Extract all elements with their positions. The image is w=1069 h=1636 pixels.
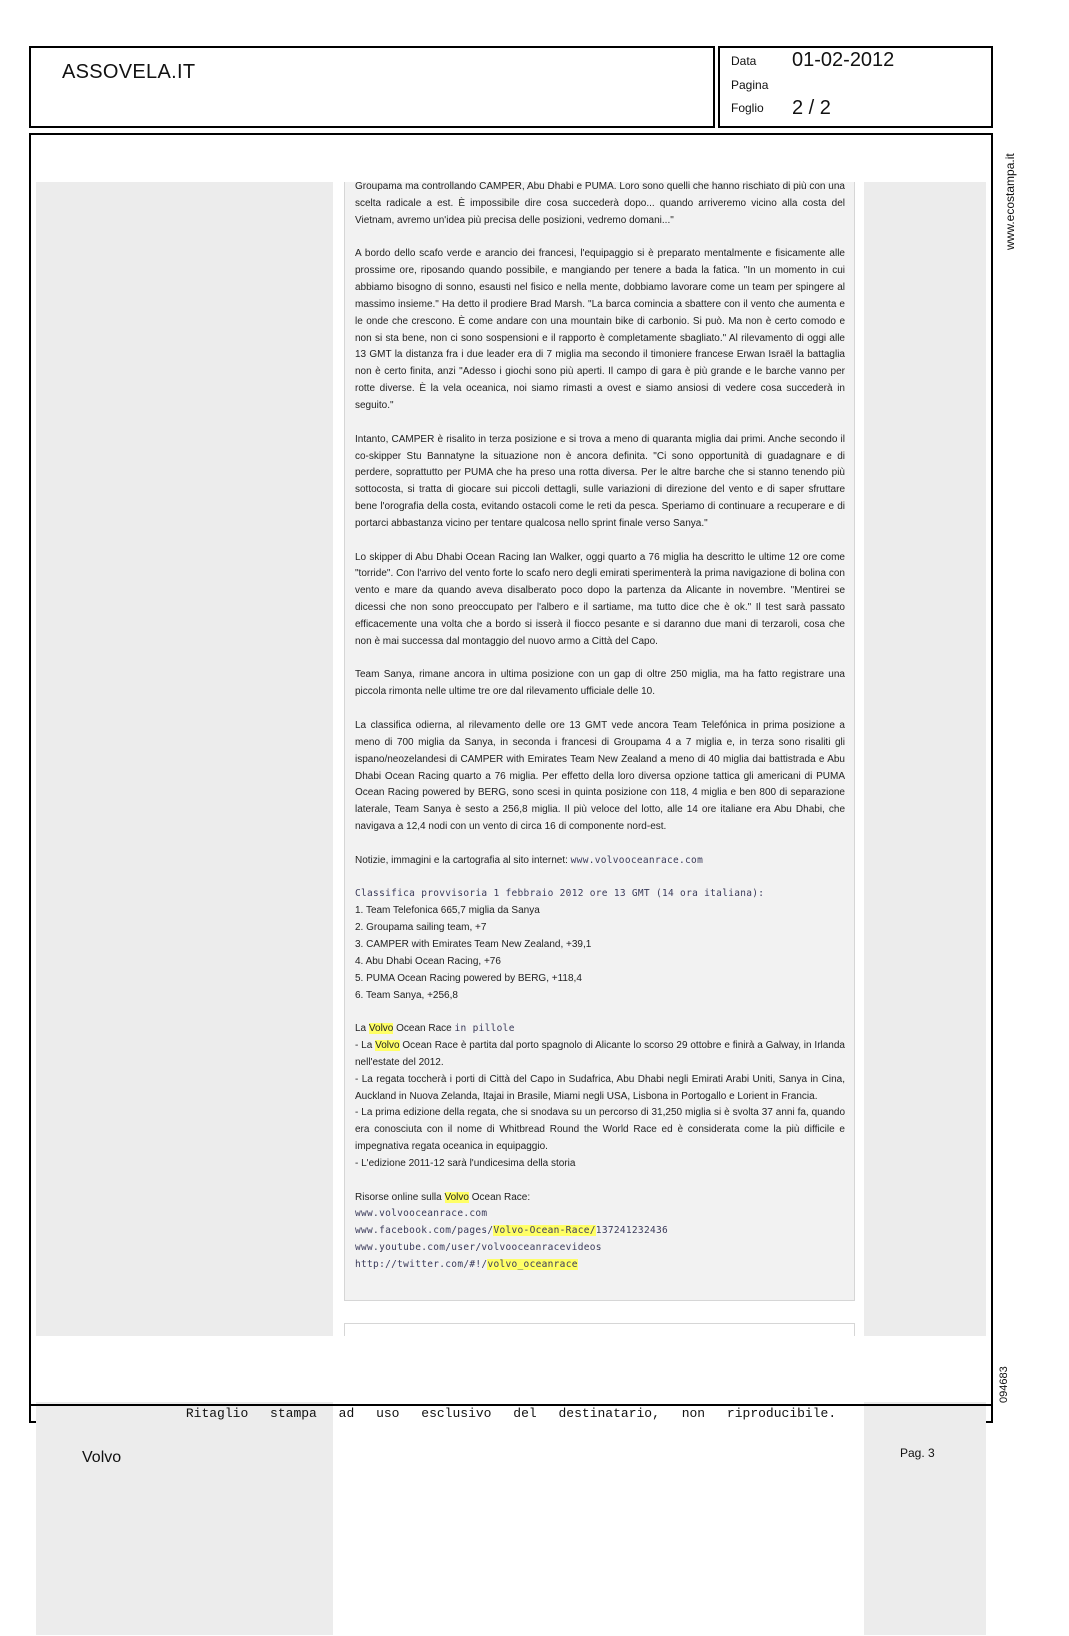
header-meta-box bbox=[718, 46, 993, 128]
resources-title: Risorse online sulla Volvo Ocean Race: bbox=[355, 1191, 531, 1203]
pill-bullet-3: - La prima edizione della regata, che si snodava su un percorso di 31,250 miglia si è svolta 37 anni fa, quando era conosciuta con il nome di Whitbread Round the World Race ed è considerata come la più difficile e impegnativa regata oceanica in equipaggio. bbox=[355, 1107, 845, 1153]
paragraph-1: Groupama ma controllando CAMPER, Abu Dhabi e PUMA. Loro sono quelli che hanno rischiato di più con una scelta radicale a est. È impossibile dire cosa succederà dopo... quando arriveremo vicino alla costa del Vietnam, avremo un'idea più precisa delle posizioni, vedremo domani..." bbox=[355, 181, 845, 226]
keyword-label: Volvo bbox=[82, 1449, 122, 1466]
resource-link-facebook[interactable]: www.facebook.com/pages/Volvo-Ocean-Race/137241232436 bbox=[355, 1225, 669, 1237]
standings-row: 1. Team Telefonica 665,7 miglia da Sanya bbox=[355, 905, 540, 917]
highlight-volvo: Volvo bbox=[368, 1023, 394, 1035]
paragraph-2: A bordo dello scafo verde e arancio dei francesi, l'equipaggio si è preparato mentalmente e fisicamente alle prossime ore, riposando quando possibile, e mangiando per tenere a bada la fatica. "In un momento in cui abbiamo bisogno di sonno, esausti nel fisico e nella mente, dobbiamo lavorare come un team per spingere al massimo insieme." Ha detto il prodiere Brad Marsh. "La barca comincia a sbattere con il vento che aumenta e le onde che crescono. È come andare con una mountain bike di carbonio. Si può. Ma non è certo comodo e non si sta bene, non ci sono sospensioni e il rapporto è completamente sbagliato." Al rilevamento di oggi alle 13 GMT la distanza fra i due leader era di 7 miglia ma secondo il timoniere francese Erwan Israël la battaglia non è certo finita, anzi "Adesso i giochi sono più aperti. Il campo di gara è più grande e le barche vanno per rotte diverse. È la vela oceanica, noi siamo rimasti a ovest e siamo ansiosi di vedere cosa succederà in seguito." bbox=[355, 248, 845, 411]
paragraph-7-text: Notizie, immagini e la cartografia al sito internet: bbox=[355, 854, 571, 866]
next-card bbox=[344, 1323, 855, 1337]
paragraph-6: La classifica odierna, al rilevamento delle ore 13 GMT vede ancora Team Telefónica in prima posizione a meno di 700 miglia da Sanya, in seconda i francesi di Groupama 4 a 7 miglia e, in terza sono risaliti gli ispano/neozelandesi di CAMPER with Emirates Team New Zealand a meno di 40 miglia dai battistrada e Abu Dhabi Ocean Racing quarto a 76 miglia. Per effetto della loro diversa opzione tattica gli americani di PUMA Ocean Racing powered by BERG, sono scesi in quinta posizione con 118, 4 miglia e ben 800 di separazione laterale, Team Sanya è sesto a 256,8 miglia. Il più veloce del lotto, alle 14 ore italiane era Abu Dhabi, che navigava a 12,4 nodi con un vento di circa 16 di componente nord-est. bbox=[355, 720, 845, 833]
standings-row: 5. PUMA Ocean Racing powered by BERG, +118,4 bbox=[355, 972, 582, 984]
pill-bullet-4: - L'edizione 2011-12 sarà l'undicesima della storia bbox=[355, 1157, 576, 1169]
pills-section bbox=[355, 1021, 845, 1173]
volvo-site-link[interactable]: www.volvooceanrace.com bbox=[570, 854, 704, 866]
header-site-box bbox=[29, 46, 715, 128]
clipping-disclaimer: Ritaglio stampa ad uso esclusivo del destinatario, non riproducibile. bbox=[185, 1406, 837, 1421]
resource-link-site[interactable]: www.volvooceanrace.com bbox=[355, 1208, 488, 1220]
paragraph-4: Lo skipper di Abu Dhabi Ocean Racing Ian Walker, oggi quarto a 76 miglia ha descritto le ultime 12 ore come "torride". Con l'arrivo del vento forte lo scafo nero degli emirati sperimenterà la prima navigazione di bolina con vento e mare da quando aveva disalberato poco dopo la partenza da Alicante in novembre. "Mentirei se dicessi che non sono preoccupato per l'albero e il sartiame, ma tutto dice che è ok." Il test sarà passato efficacemente una volta che a bordo si isserà il fiocco pesante e si daranno due mani di terzaroli, cosa che non è mai successa dal montaggio del nuovo armo a Città del Capo. bbox=[355, 551, 845, 647]
article-body bbox=[355, 179, 845, 1274]
foglio-label: Foglio bbox=[731, 101, 764, 115]
site-name: ASSOVELA.IT bbox=[62, 61, 196, 83]
highlight-volvo: Volvo bbox=[375, 1040, 400, 1052]
paragraph-7 bbox=[355, 853, 845, 870]
resource-link-twitter[interactable]: http://twitter.com/#!/volvo_oceanrace bbox=[355, 1259, 578, 1270]
page-number: Pag. 3 bbox=[900, 1446, 935, 1460]
resources-section bbox=[355, 1190, 845, 1274]
clip-bottom-area bbox=[31, 1336, 991, 1402]
standings-row: 6. Team Sanya, +256,8 bbox=[355, 989, 458, 1001]
standings-row: 4. Abu Dhabi Ocean Racing, +76 bbox=[355, 955, 501, 967]
paragraph-3: Intanto, CAMPER è risalito in terza posizione e si trova a meno di quaranta miglia dai primi. Anche secondo il co-skipper Stu Bannatyne la situazione non è ancora definita. "Ci sono opportunità di guadagnare e di perdere, soprattutto per PUMA che ha preso una rotta diversa. Per le altre barche che si stanno tenendo più sottocosta, si tratta di giocare sui piccoli dettagli, sulle variazioni di direzione del vento e di saper sfruttare bene l'orografia della costa, evitando ostacoli come le reti da pesca. Speriamo di continuare a recuperare e di portarci abbastanza vicino per tentare qualcosa nello sprint finale verso Sanya." bbox=[355, 433, 845, 529]
standings bbox=[355, 886, 845, 1004]
foglio-value: 2 / 2 bbox=[792, 97, 831, 119]
clipping-code: 094683 bbox=[998, 1366, 1010, 1403]
standings-row: 2. Groupama sailing team, +7 bbox=[355, 922, 487, 934]
highlight-volvo: Volvo bbox=[444, 1191, 469, 1203]
pills-title: La Volvo Ocean Race in pillole bbox=[355, 1023, 515, 1035]
resource-link-youtube[interactable]: www.youtube.com/user/volvooceanracevideos bbox=[355, 1242, 602, 1254]
ecostampa-url: www.ecostampa.it bbox=[1003, 153, 1017, 250]
standings-title: Classifica provvisoria 1 febbraio 2012 ore 13 GMT (14 ora italiana): bbox=[355, 888, 765, 900]
pagina-label: Pagina bbox=[731, 78, 769, 92]
standings-row: 3. CAMPER with Emirates Team New Zealand, +39,1 bbox=[355, 938, 592, 950]
data-label: Data bbox=[731, 54, 757, 68]
data-value: 01-02-2012 bbox=[792, 49, 895, 71]
paragraph-5: Team Sanya, rimane ancora in ultima posizione con un gap di oltre 250 miglia, ma ha fatto registrare una piccola rimonta nelle ultime tre ore dal rilevamento ufficiale delle 10. bbox=[355, 669, 845, 698]
pill-bullet-1: - La Volvo Ocean Race è partita dal porto spagnolo di Alicante lo scorso 29 ottobre e finirà a Galway, in Irlanda nell'estate del 2012. bbox=[355, 1040, 845, 1068]
pill-bullet-2: - La regata toccherà i porti di Città del Capo in Sudafrica, Abu Dhabi negli Emirati Arabi Uniti, Sanya in Cina, Auckland in Nuova Zelanda, Itajai in Brasile, Miami negli USA, Lisbona in Portogallo e Lorient in Francia. bbox=[355, 1073, 845, 1102]
